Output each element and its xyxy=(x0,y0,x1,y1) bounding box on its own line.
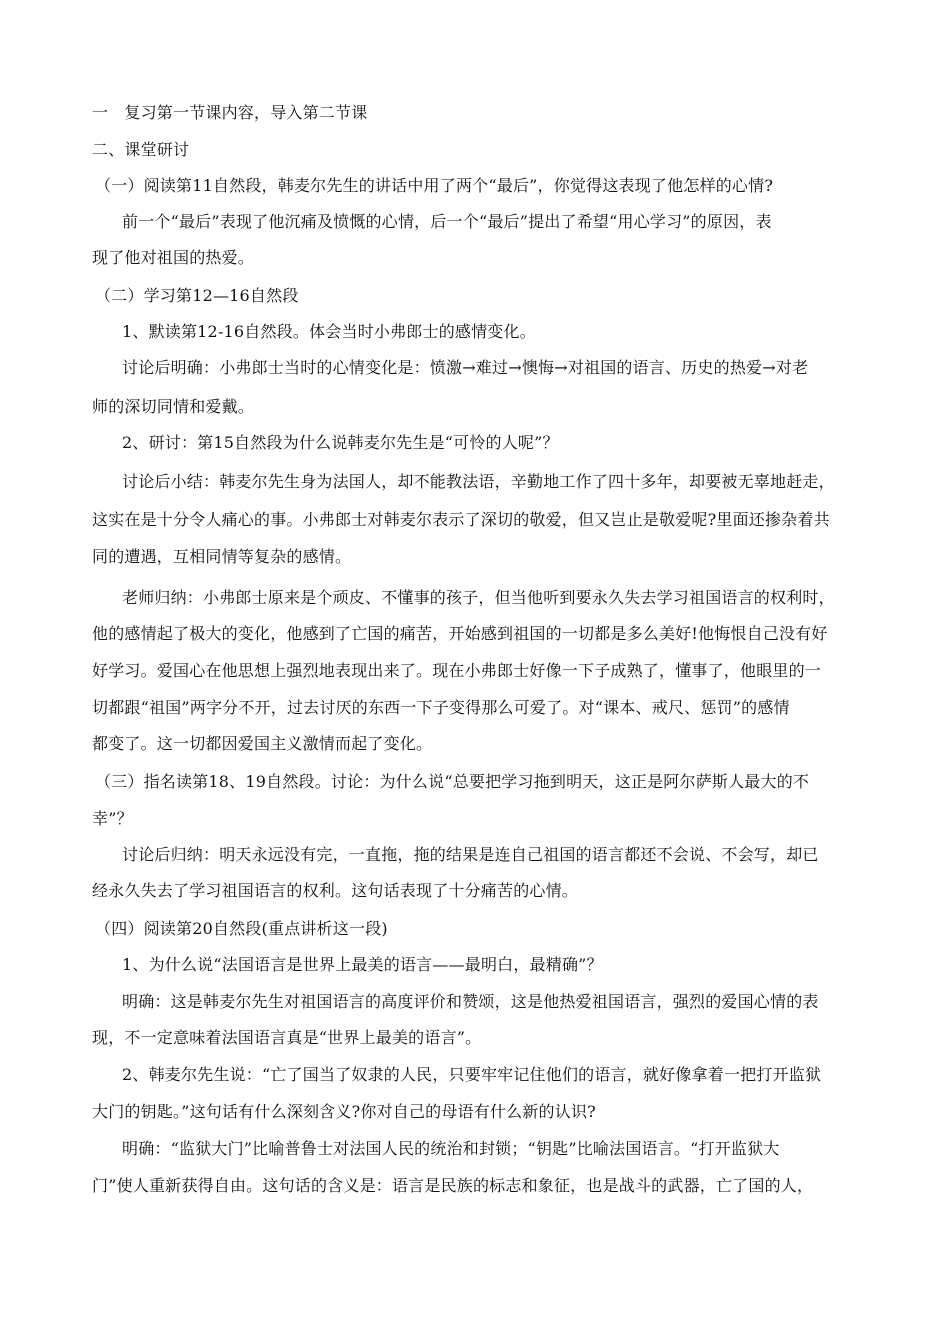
paragraph-line: 讨论后小结：韩麦尔先生身为法国人，却不能教法语，辛勤地工作了四十多年，却要被无辜地赶走， xyxy=(122,472,835,491)
paragraph-line: 2、研讨：第15自然段为什么说韩麦尔先生是“可怜的人呢”？ xyxy=(122,433,559,452)
paragraph-line: 幸”？ xyxy=(92,809,133,828)
paragraph-line: 同的遭遇，互相同情等复杂的感情。 xyxy=(92,547,352,566)
subheading-1: （一）阅读第11自然段，韩麦尔先生的讲话中用了两个“最后”，你觉得这表现了他怎样的心情? xyxy=(95,176,774,195)
paragraph-line: 好学习。爱国心在他思想上强烈地表现出来了。现在小弗郎士好像一下子成熟了，懂事了，他眼里的一 xyxy=(92,661,822,680)
subheading-3: （三）指名读第18、19自然段。讨论：为什么说“总要把学习拖到明天，这正是阿尔萨斯人最大的不 xyxy=(95,772,810,791)
paragraph-line: 现，不一定意味着法国语言真是“世界上最美的语言”。 xyxy=(92,1028,482,1047)
paragraph-line: 明确：这是韩麦尔先生对祖国语言的高度评价和赞颂，这是他热爱祖国语言，强烈的爱国心情的表 xyxy=(122,992,819,1011)
subheading-2: （二）学习第12—16自然段 xyxy=(95,286,299,305)
paragraph-line: 老师归纳：小弗郎士原来是个顽皮、不懂事的孩子，但当他听到要永久失去学习祖国语言的权利时， xyxy=(122,588,835,607)
paragraph-line: 明确：“监狱大门”比喻普鲁士对法国人民的统治和封锁；“钥匙”比喻法国语言。“打开监狱大 xyxy=(122,1139,780,1158)
paragraph-line: 经永久失去了学习祖国语言的权利。这句话表现了十分痛苦的心情。 xyxy=(92,881,579,900)
paragraph-line: 切都跟“祖国”两字分不开，过去讨厌的东西一下子变得那么可爱了。对“课本、戒尺、惩罚”的感情 xyxy=(92,698,790,717)
paragraph-line: 都变了。这一切都因爱国主义激情而起了变化。 xyxy=(92,734,433,753)
section-heading-2: 二、课堂研讨 xyxy=(92,140,190,159)
paragraph-line: 大门的钥匙。”这句话有什么深刻含义?你对自己的母语有什么新的认识? xyxy=(92,1102,596,1121)
subheading-4: （四）阅读第20自然段(重点讲析这一段) xyxy=(95,919,388,938)
paragraph-line: 他的感情起了极大的变化，他感到了亡国的痛苦，开始感到祖国的一切都是多么美好!他悔恨自己没有好 xyxy=(92,624,828,643)
paragraph-line: 这实在是十分令人痛心的事。小弗郎士对韩麦尔表示了深切的敬爱，但又岂止是敬爱呢?里面还掺杂着共 xyxy=(92,510,830,529)
paragraph-line: 门”使人重新获得自由。这句话的含义是：语言是民族的标志和象征，也是战斗的武器，亡了国的人， xyxy=(92,1176,814,1195)
paragraph-line: 讨论后明确：小弗郎士当时的心情变化是：愤激→难过→懊悔→对祖国的语言、历史的热爱→对老 xyxy=(122,358,809,377)
paragraph-line: 师的深切同情和爱戴。 xyxy=(92,397,255,416)
paragraph-line: 讨论后归纳：明天永远没有完，一直拖，拖的结果是连自己祖国的语言都还不会说、不会写，却已 xyxy=(122,845,819,864)
section-heading-1: 一 复习第一节课内容，导入第二节课 xyxy=(92,103,368,122)
paragraph-line: 2、韩麦尔先生说：“亡了国当了奴隶的人民，只要牢牢记住他们的语言，就好像拿着一把打开监狱 xyxy=(122,1065,822,1084)
paragraph-line: 1、默读第12-16自然段。体会当时小弗郎士的感情变化。 xyxy=(122,322,536,341)
paragraph-line: 前一个“最后”表现了他沉痛及愤慨的心情，后一个“最后”提出了希望“用心学习”的原因，表 xyxy=(122,212,772,231)
paragraph-line: 现了他对祖国的热爱。 xyxy=(92,248,255,267)
paragraph-line: 1、为什么说“法国语言是世界上最美的语言——最明白，最精确”？ xyxy=(122,955,603,974)
